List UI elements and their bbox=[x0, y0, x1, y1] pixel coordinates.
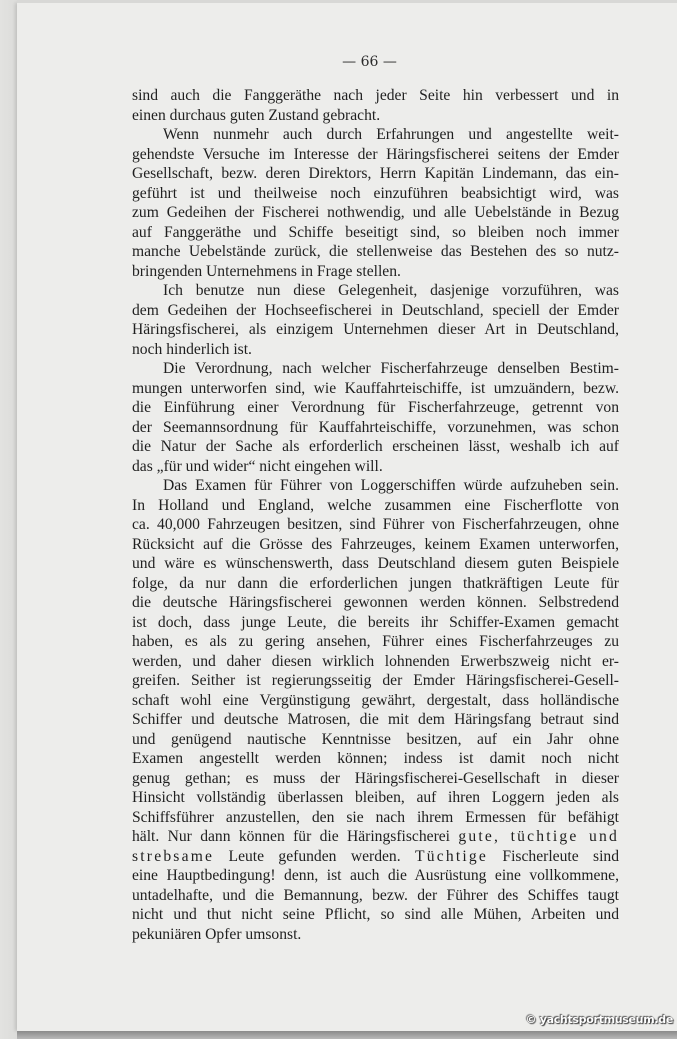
text-line: zum Gedeihen der Fischerei nothwendig, und alle Uebelstände in Bezug bbox=[132, 204, 619, 221]
text-line: schaft wohl eine Vergünstigung gewährt, dergestalt, dass holländische bbox=[132, 691, 619, 709]
text-line: Gesellschaft, bezw. deren Direktors, Herrn Kapitän Lindemann, das ein- bbox=[132, 165, 619, 182]
paragraph-start-line: Das Examen für Führer von Loggerschiffen würde aufzuheben sein. bbox=[163, 477, 619, 494]
text-line: Häringsfischerei, als einzigem Unternehmen dieser Art in Deutschland, bbox=[132, 321, 619, 338]
line-text: Leute gefunden werden. bbox=[228, 847, 401, 865]
text-line: die Einführung einer Verordnung für Fischerfahrzeuge, getrennt von bbox=[132, 399, 619, 416]
text-line: haben, es als zu gering ansehen, Führer eines Fischerfahrzeuges zu bbox=[132, 633, 619, 650]
text-line-emphasis bbox=[132, 827, 619, 847]
text-line: genug gethan; es muss der Häringsfischerei-Gesellschaft in dieser bbox=[132, 769, 619, 787]
text-line: das „für und wider“ nicht eingehen will. bbox=[132, 457, 383, 475]
spaced-emphasis: Tüchtige bbox=[415, 847, 489, 865]
page-number: — 66 — bbox=[342, 54, 397, 70]
text-line: manche Uebelstände zurück, die stellenweise das Bestehen des so nutz- bbox=[132, 243, 619, 260]
text-line: die deutsche Häringsfischerei gewonnen werden können. Selbstredend bbox=[132, 594, 619, 611]
text-line: Schiffsführer anzustellen, den sie nach ihrem Ermessen für befähigt bbox=[132, 808, 619, 826]
text-line: bringenden Unternehmens in Frage stellen. bbox=[132, 262, 401, 280]
copyright-watermark: © yachtsportmuseum.de bbox=[525, 1013, 673, 1026]
text-line: folge, da nur dann die erforderlichen jungen thatkräftigen Leute für bbox=[132, 574, 619, 592]
spaced-emphasis: strebsame bbox=[132, 847, 215, 865]
text-line: einen durchaus guten Zustand gebracht. bbox=[132, 106, 381, 124]
text-line: und wäre es wünschenswerth, dass Deutschland diesem guten Beispiele bbox=[132, 555, 619, 572]
text-line: untadelhafte, und die Bemannung, bezw. der Führer des Schiffes taugt bbox=[132, 886, 619, 904]
text-line: eine Hauptbedingung! denn, ist auch die Ausrüstung eine vollkommene, bbox=[132, 867, 619, 884]
text-line: dem Gedeihen der Hochseefischerei in Deutschland, speciell der Emder bbox=[132, 301, 619, 319]
paragraph-start-line: Ich benutze nun diese Gelegenheit, dasjenige vorzuführen, was bbox=[163, 282, 619, 299]
line-text: Fischerleute sind bbox=[502, 847, 620, 865]
text-line: Schiffer und deutsche Matrosen, die mit dem Häringsfang betraut sind bbox=[132, 711, 619, 728]
text-line: Rücksicht auf die Grösse des Fahrzeuges, keinem Examen unterworfen, bbox=[132, 535, 619, 553]
paragraph-start-line: Die Verordnung, nach welcher Fischerfahrzeuge denselben Bestim- bbox=[163, 360, 619, 377]
paragraph-start-line: Wenn nunmehr auch durch Erfahrungen und angestellte weit- bbox=[163, 126, 619, 143]
text-line: noch hinderlich ist. bbox=[132, 340, 252, 358]
text-line: auf Fanggeräthe und Schiffe beseitigt sind, so bleiben noch immer bbox=[132, 223, 619, 241]
text-line: mungen unterworfen sind, wie Kauffahrteischiffe, ist umzuändern, bezw. bbox=[132, 379, 619, 397]
text-line: Examen angestellt werden können; indess ist damit noch nicht bbox=[132, 750, 619, 767]
text-line: In Holland und England, welche zusammen eine Fischerflotte von bbox=[132, 496, 619, 514]
text-line: pekuniären Opfer umsonst. bbox=[132, 925, 302, 943]
spaced-emphasis: gute, tüchtige und bbox=[458, 828, 620, 845]
text-line: ist doch, dass junge Leute, die bereits ihr Schiffer-Examen gemacht bbox=[132, 613, 619, 631]
text-line: und genügend nautische Kenntnisse besitzen, auf ein Jahr ohne bbox=[132, 730, 619, 748]
page-bottom-shadow bbox=[17, 1031, 677, 1039]
text-line: nicht und thut nicht seine Pflicht, so sind alle Mühen, Arbeiten und bbox=[132, 906, 619, 923]
body-text bbox=[132, 86, 619, 944]
text-line: greifen. Seither ist regierungsseitig der Emder Häringsfischerei-Gesell- bbox=[132, 672, 619, 689]
text-line: geführt ist und theilweise noch einzuführen beabsichtigt wird, was bbox=[132, 184, 619, 202]
text-line: gehendste Versuche im Interesse der Häringsfischerei seitens der Emder bbox=[132, 145, 619, 163]
text-line: werden, und daher diesen wirklich lohnenden Erwerbszweig nicht er- bbox=[132, 652, 619, 670]
text-line: ca. 40,000 Fahrzeugen besitzen, sind Führer von Fischerfahrzeugen, ohne bbox=[132, 516, 619, 533]
text-line-emphasis bbox=[132, 847, 619, 867]
text-line: die Natur der Sache als erforderlich erscheinen lässt, weshalb ich auf bbox=[132, 438, 619, 455]
text-line: der Seemannsordnung für Kauffahrteischiffe, vorzunehmen, was schon bbox=[132, 418, 619, 436]
line-text: hält. Nur dann können für die Häringsfischerei bbox=[132, 828, 451, 845]
page-top-edge bbox=[17, 0, 677, 3]
text-line: sind auch die Fanggeräthe nach jeder Seite hin verbessert und in bbox=[132, 87, 619, 104]
text-line: Hinsicht vollständig überlassen bleiben, auf ihren Loggern jeden als bbox=[132, 789, 619, 806]
scan-left-edge bbox=[0, 0, 17, 1039]
